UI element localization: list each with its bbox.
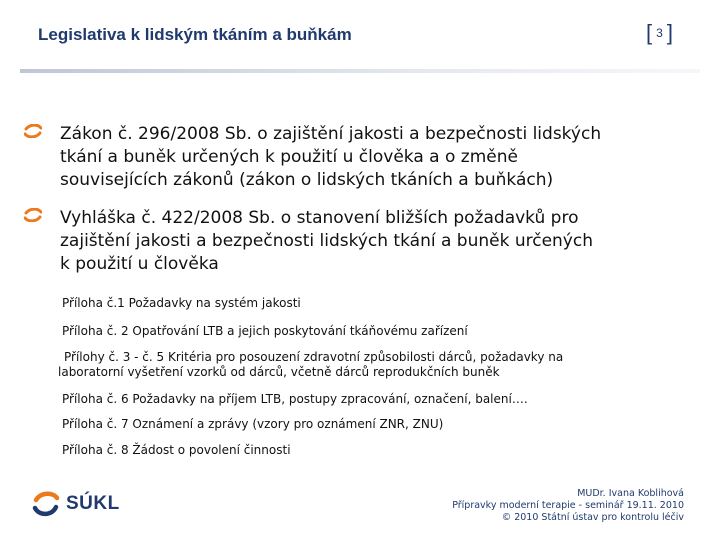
header-divider — [20, 69, 700, 73]
text-line: tkání a buněk určených k použití u člověka a o změně — [60, 147, 518, 167]
text-line: Přílohy č. 3 - č. 5 Kritéria pro posouzení zdravotní způsobilosti dárců, požadavky na — [64, 350, 564, 364]
page-number-box — [646, 20, 673, 46]
slide-title: Legislativa k lidským tkáním a buňkám — [38, 25, 352, 44]
annex-item: Příloha č.1 Požadavky na systém jakosti — [62, 296, 301, 310]
text-line: souvisejících zákonů (zákon o lidských tkáních a buňkách) — [60, 170, 554, 190]
annex-item: Příloha č. 6 Požadavky na příjem LTB, postupy zpracování, označení, balení…. — [62, 392, 528, 406]
footer-credits — [452, 488, 684, 524]
text-line: zajištění jakosti a bezpečnosti lidských tkání a buněk určených — [60, 231, 593, 251]
footer-event: Přípravky moderní terapie - seminář 19.11. 2010 — [452, 500, 684, 511]
page-number: 3 — [656, 26, 663, 40]
text-line: k použití u člověka — [60, 254, 219, 274]
sukl-logo — [32, 491, 120, 517]
text-line: Zákon č. 296/2008 Sb. o zajištění jakosti a bezpečnosti lidských — [60, 124, 602, 144]
annex-item: Příloha č. 2 Opatřování LTB a jejich poskytování tkáňovému zařízení — [62, 324, 468, 338]
right-bracket-icon: ] — [666, 20, 673, 45]
footer-copyright: © 2010 Státní ústav pro kontrolu léčiv — [501, 512, 684, 523]
text-line: Vyhláška č. 422/2008 Sb. o stanovení bližších požadavků pro — [60, 208, 579, 228]
bullet-swoosh-icon — [24, 208, 42, 222]
text-line: laboratorní vyšetření vzorků od dárců, včetně dárců reprodukčních buněk — [58, 365, 500, 379]
annex-item: Příloha č. 8 Žádost o povolení činnosti — [62, 443, 291, 457]
logo-text: SÚKL — [66, 493, 120, 514]
sukl-logo-icon — [32, 491, 60, 517]
bullet-law-text — [60, 123, 700, 192]
annex-item: Příloha č. 7 Oznámení a zprávy (vzory pro oznámení ZNR, ZNU) — [62, 417, 444, 431]
footer-author: MUDr. Ivana Koblihová — [577, 488, 684, 499]
bullet-swoosh-icon — [24, 124, 42, 138]
annex-item — [58, 350, 698, 380]
bullet-decree-text — [60, 207, 700, 276]
left-bracket-icon: [ — [646, 20, 653, 45]
